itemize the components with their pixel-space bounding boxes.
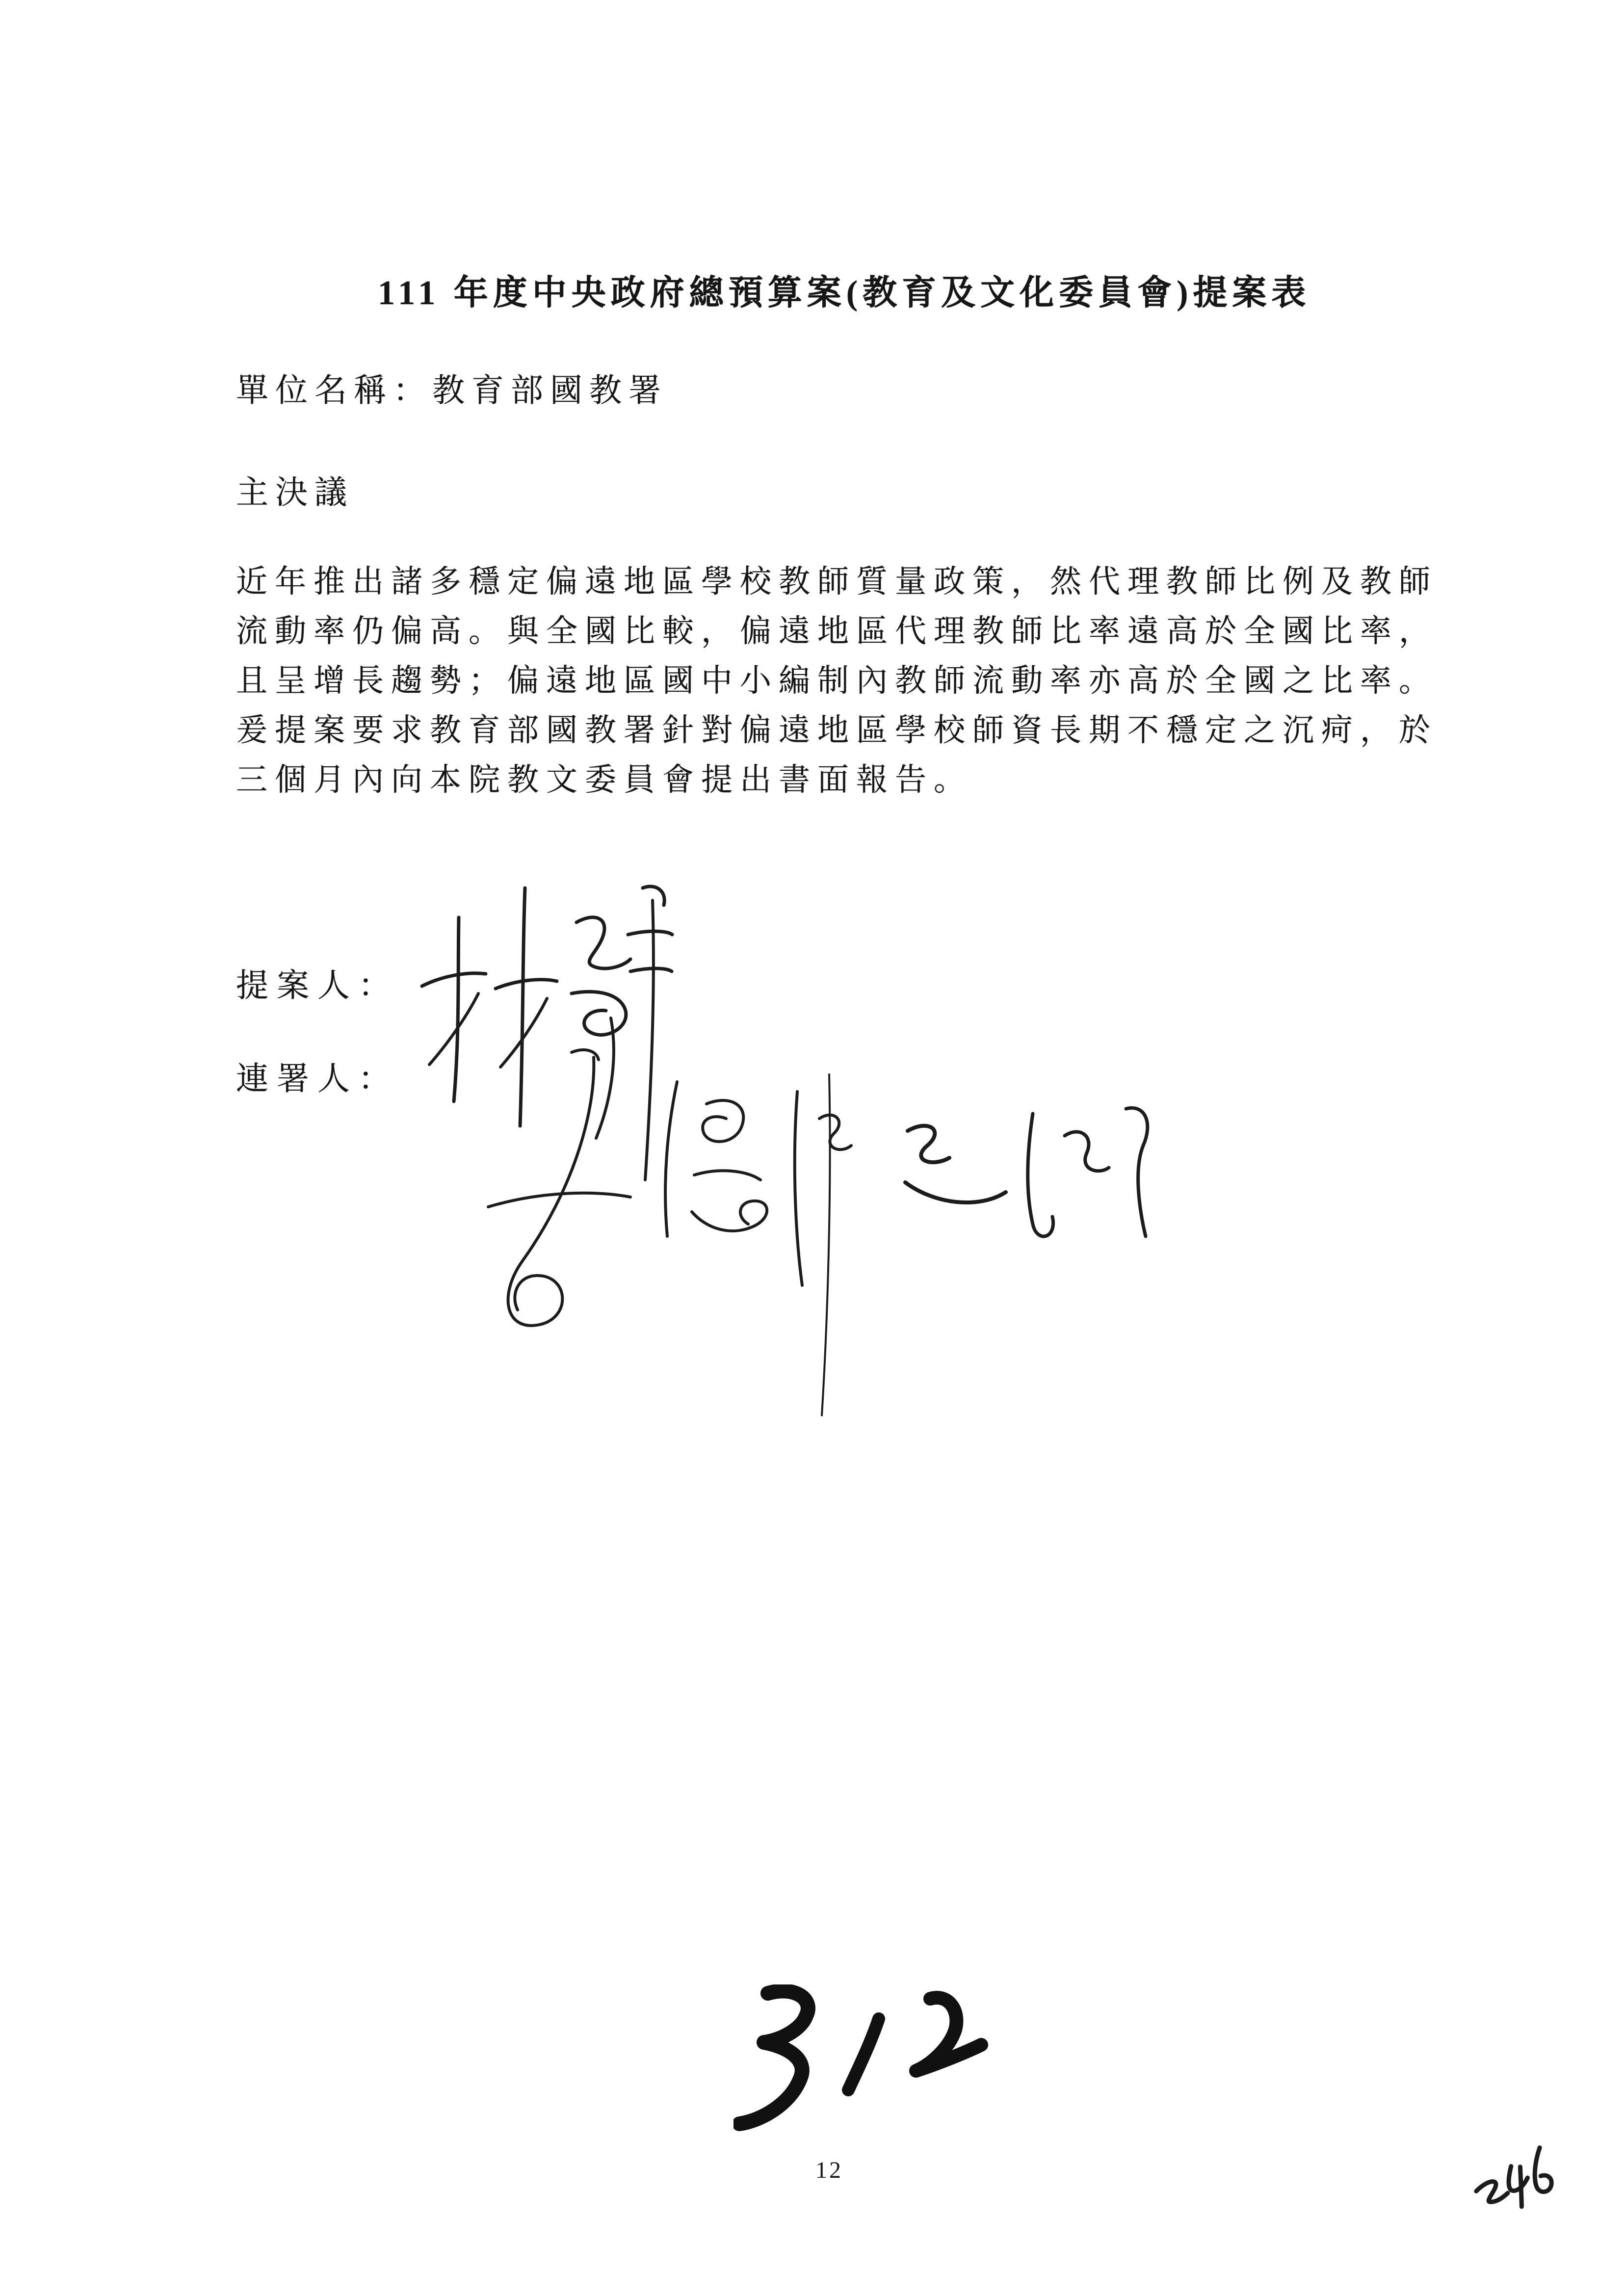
section-heading: 主決議 xyxy=(236,475,354,511)
handwritten-corner-number-246 xyxy=(1459,2137,1569,2220)
paragraph-line: 三個月內向本院教文委員會提出書面報告。 xyxy=(236,762,972,797)
paragraph-line: 且呈增長趨勢；偏遠地區國中小編制內教師流動率亦高於全國之比率。 xyxy=(236,663,1438,698)
document-title: 111 年度中央政府總預算案(教育及文化委員會)提案表 xyxy=(378,274,1311,312)
page-number: 12 xyxy=(815,2157,843,2183)
handwritten-number-312 xyxy=(733,1984,989,2132)
unit-name-line xyxy=(236,364,668,411)
paragraph-line: 近年推出諸多穩定偏遠地區學校教師質量政策，然代理教師比例及教師 xyxy=(236,564,1438,599)
paragraph-line: 流動率仍偏高。與全國比較，偏遠地區代理教師比率遠高於全國比率， xyxy=(236,614,1438,649)
paragraph-line: 爰提案要求教育部國教署針對偏遠地區學校師資長期不穩定之沉疴，於 xyxy=(236,713,1438,748)
unit-name-value: 教育部國教署 xyxy=(432,373,668,409)
proposer-label: 提案人： xyxy=(236,968,399,1004)
cosigner-label: 連署人： xyxy=(236,1061,399,1097)
main-motion-paragraph xyxy=(236,557,1448,805)
unit-name-label: 單位名稱： xyxy=(236,373,432,409)
cosigner-signature-2 xyxy=(871,1099,1155,1266)
cosigner-signature-1 xyxy=(459,1045,866,1418)
